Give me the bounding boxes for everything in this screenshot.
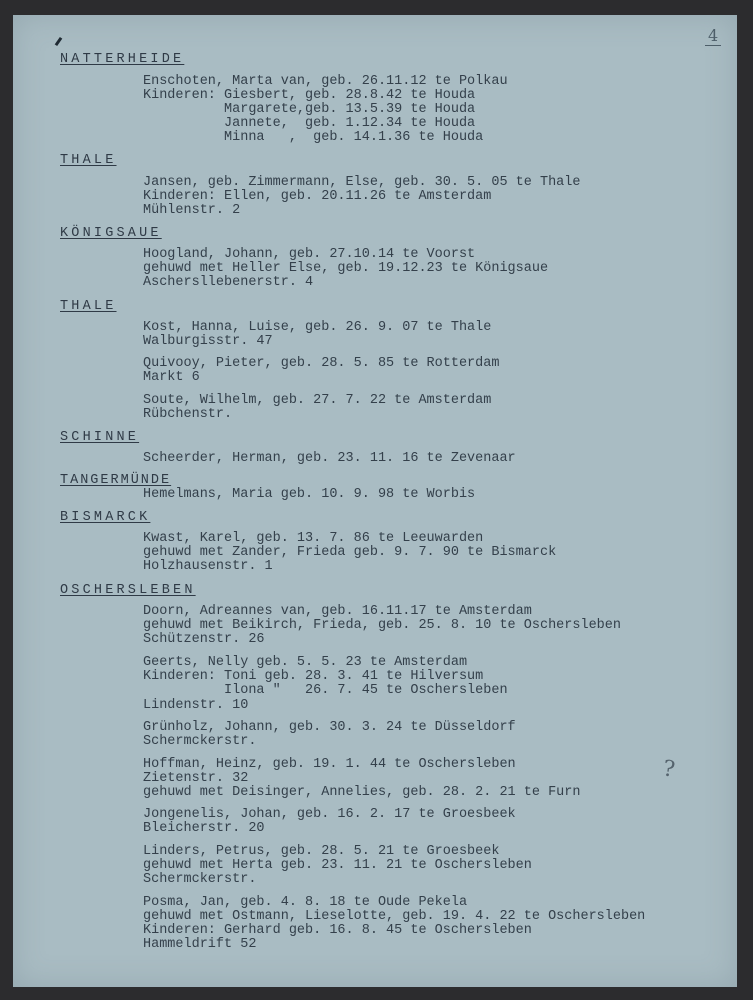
entry-line: Kinderen: Giesbert, geb. 28.8.42 te Houda [143, 88, 476, 103]
entry-line: Schermckerstr. [143, 734, 257, 749]
entry-line: Hoogland, Johann, geb. 27.10.14 te Voorst [143, 247, 476, 262]
entry-line: gehuwd met Heller Else, geb. 19.12.23 te Königsaue [143, 261, 549, 276]
entry-line: Schermckerstr. [143, 872, 257, 887]
entry-line: Scheerder, Herman, geb. 23. 11. 16 te Zevenaar [143, 451, 516, 466]
entry-line: Zietenstr. 32 [143, 771, 249, 786]
entry-line: Enschoten, Marta van, geb. 26.11.12 te Polkau [143, 74, 508, 89]
entry-line: Aschersllebenerstr. 4 [143, 275, 314, 290]
entry-line: Mühlenstr. 2 [143, 203, 241, 218]
entry-line: Kinderen: Gerhard geb. 16. 8. 45 te Oschersleben [143, 923, 532, 938]
entry-line: gehuwd met Beikirch, Frieda, geb. 25. 8. 10 te Oschersleben [143, 618, 621, 633]
entry-line: Lindenstr. 10 [143, 698, 249, 713]
place-heading: KÖNIGSAUE [60, 226, 162, 241]
entry-line: Kinderen: Toni geb. 28. 3. 41 te Hilversum [143, 669, 484, 684]
document-page [13, 15, 737, 987]
place-heading: SCHINNE [60, 430, 140, 445]
entry-line: Schützenstr. 26 [143, 632, 265, 647]
pen-tick-mark [55, 37, 63, 46]
entry-line: gehuwd met Zander, Frieda geb. 9. 7. 90 te Bismarck [143, 545, 557, 560]
margin-question-mark: ? [661, 756, 677, 783]
entry-line: Margarete,geb. 13.5.39 te Houda [143, 102, 476, 117]
entry-line: Jansen, geb. Zimmermann, Else, geb. 30. 5. 05 te Thale [143, 175, 581, 190]
entry-line: Markt 6 [143, 370, 200, 385]
entry-line: Jannete, geb. 1.12.34 te Houda [143, 116, 476, 131]
entry-line: Kost, Hanna, Luise, geb. 26. 9. 07 te Thale [143, 320, 492, 335]
entry-line: Hammeldrift 52 [143, 937, 257, 952]
place-heading: OSCHERSLEBEN [60, 583, 196, 598]
entry-line: gehuwd met Ostmann, Lieselotte, geb. 19. 4. 22 te Oschersleben [143, 909, 646, 924]
entry-line: Kinderen: Ellen, geb. 20.11.26 te Amsterdam [143, 189, 492, 204]
entry-line: Holzhausenstr. 1 [143, 559, 273, 574]
entry-line: Hemelmans, Maria geb. 10. 9. 98 te Worbis [143, 487, 476, 502]
entry-line: Posma, Jan, geb. 4. 8. 18 te Oude Pekela [143, 895, 468, 910]
entry-line: Jongenelis, Johan, geb. 16. 2. 17 te Groesbeek [143, 807, 516, 822]
entry-line: gehuwd met Deisinger, Annelies, geb. 28. 2. 21 te Furn [143, 785, 581, 800]
entry-line: Minna , geb. 14.1.36 te Houda [143, 130, 484, 145]
place-heading: TANGERMÜNDE [60, 473, 172, 488]
entry-line: Geerts, Nelly geb. 5. 5. 23 te Amsterdam [143, 655, 468, 670]
entry-line: Doorn, Adreannes van, geb. 16.11.17 te Amsterdam [143, 604, 532, 619]
entry-line: Linders, Petrus, geb. 28. 5. 21 te Groesbeek [143, 844, 500, 859]
entry-line: Hoffman, Heinz, geb. 19. 1. 44 te Oschersleben [143, 757, 516, 772]
entry-line: Grünholz, Johann, geb. 30. 3. 24 te Düsseldorf [143, 720, 516, 735]
place-heading: THALE [60, 153, 117, 168]
entry-line: Soute, Wilhelm, geb. 27. 7. 22 te Amsterdam [143, 393, 492, 408]
entry-line: gehuwd met Herta geb. 23. 11. 21 te Oschersleben [143, 858, 532, 873]
place-heading: NATTERHEIDE [60, 52, 185, 67]
entry-line: Bleicherstr. 20 [143, 821, 265, 836]
place-heading: THALE [60, 299, 117, 314]
entry-line: Quivooy, Pieter, geb. 28. 5. 85 te Rotterdam [143, 356, 500, 371]
page-number: 4 [705, 27, 721, 46]
entry-line: Walburgisstr. 47 [143, 334, 273, 349]
entry-line: Kwast, Karel, geb. 13. 7. 86 te Leeuwarden [143, 531, 484, 546]
entry-line: Ilona " 26. 7. 45 te Oschersleben [143, 683, 508, 698]
place-heading: BISMARCK [60, 510, 151, 525]
entry-line: Rübchenstr. [143, 407, 233, 422]
